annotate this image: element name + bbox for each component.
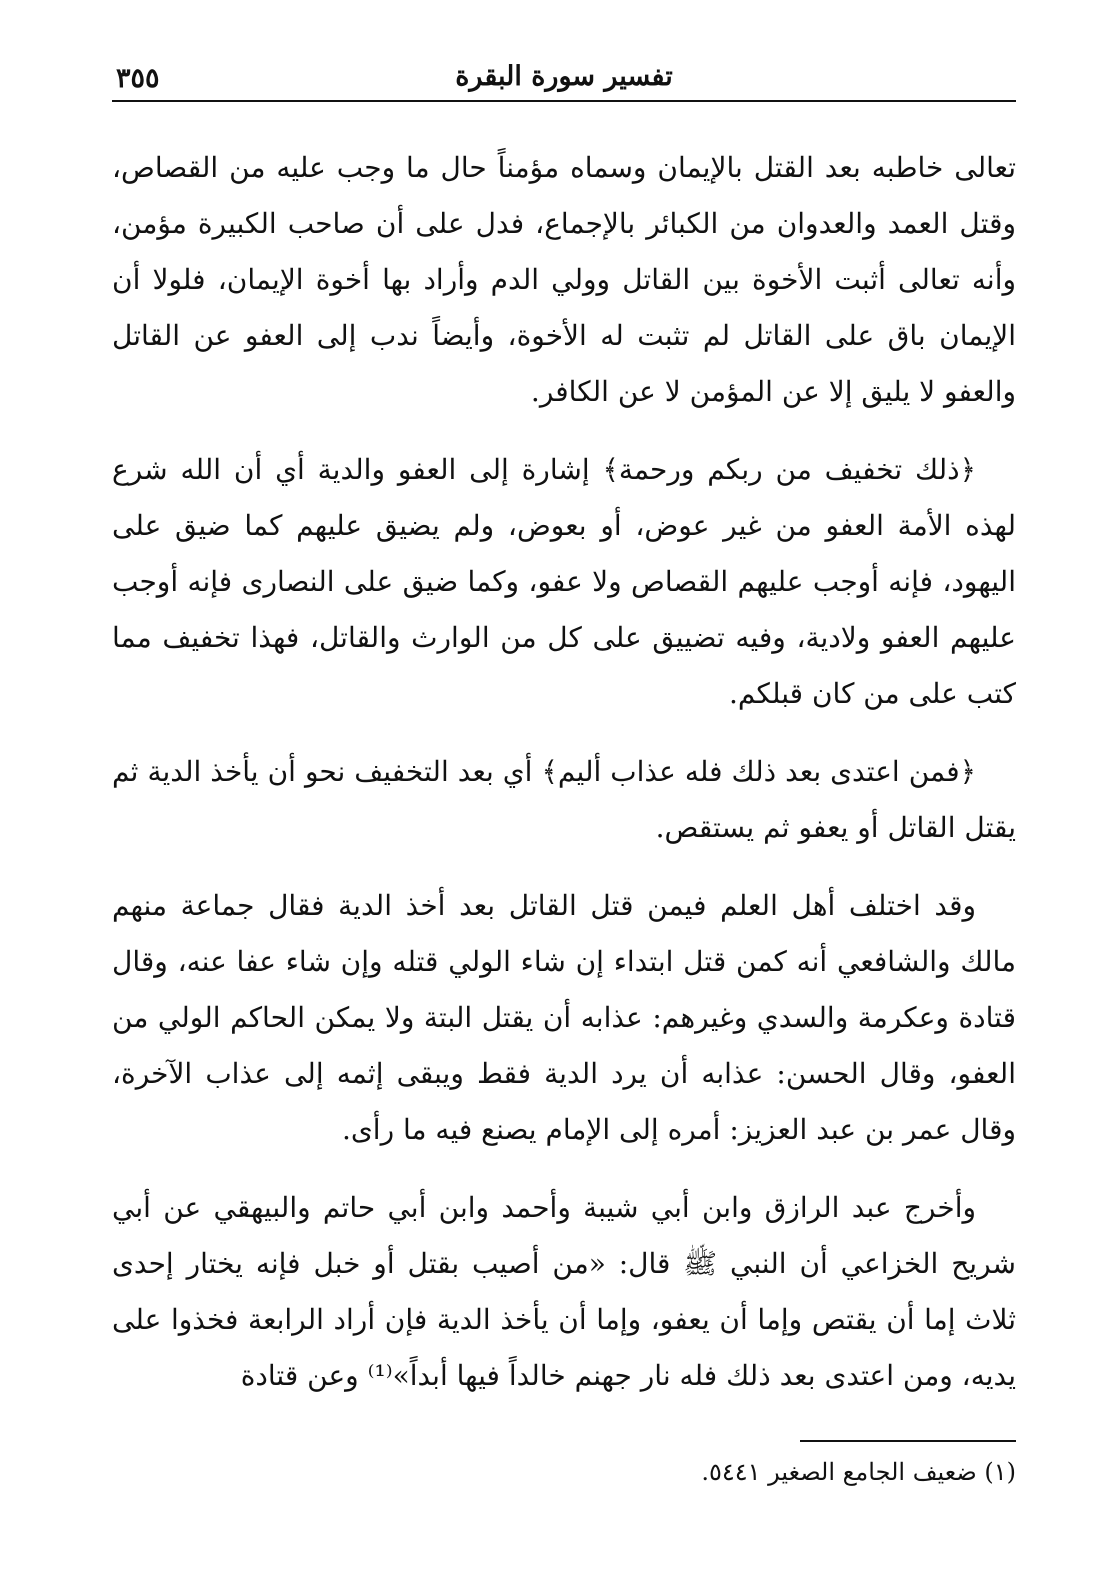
running-header bbox=[112, 56, 1016, 102]
paragraph-4: وقد اختلف أهل العلم فيمن قتل القاتل بعد أخذ الدية فقال جماعة منهم مالك والشافعي أنه كمن قتل ابتداء إن شاء الولي قتله وإن شاء عفا عنه، وقال قتادة وعكرمة والسدي وغيرهم: عذابه أن يقتل البتة ولا يمكن الحاكم الولي من العفو، وقال الحسن: عذابه أن يرد الدية فقط ويبقى إثمه إلى عذاب الآخرة، وقال عمر بن عبد العزيز: أمره إلى الإمام يصنع فيه ما رأى. bbox=[112, 889, 1016, 1146]
main-text bbox=[112, 140, 1016, 1404]
footnote-divider bbox=[800, 1440, 1016, 1442]
page-title: تفسير سورة البقرة bbox=[455, 61, 673, 92]
paragraph-2: ﴿ذلك تخفيف من ربكم ورحمة﴾ إشارة إلى العفو والدية أي أن الله شرع لهذه الأمة العفو من غير عوض، أو بعوض، ولم يضيق عليهم كما ضيق على اليهود، فإنه أوجب عليهم القصاص ولا عفو، وكما ضيق على النصارى فإنه أوجب عليهم العفو ولادية، وفيه تضييق على كل من الوارث والقاتل، فهذا تخفيف مما كتب على من كان قبلكم. bbox=[112, 453, 1016, 710]
book-page bbox=[112, 56, 1016, 1536]
page-number: ٣٥٥ bbox=[116, 63, 160, 94]
paragraph-5: وأخرج عبد الرازق وابن أبي شيبة وأحمد وابن أبي حاتم والبيهقي عن أبي شريح الخزاعي أن النبي ﷺ قال: «من أصيب بقتل أو خبل فإنه يختار إحدى ثلاث إما أن يقتص وإما أن يعفو، وإما أن يأخذ الدية فإن أراد الرابعة فخذوا على يديه، ومن اعتدى بعد ذلك فله نار جهنم خالداً فيها أبداً»⁽¹⁾ وعن قتادة bbox=[112, 1191, 1016, 1392]
paragraph-3: ﴿فمن اعتدى بعد ذلك فله عذاب أليم﴾ أي بعد التخفيف نحو أن يأخذ الدية ثم يقتل القاتل أو يعفو ثم يستقص. bbox=[112, 755, 1016, 844]
paragraph-1: تعالى خاطبه بعد القتل بالإيمان وسماه مؤمناً حال ما وجب عليه من القصاص، وقتل العمد والعدوان من الكبائر بالإجماع، فدل على أن صاحب الكبيرة مؤمن، وأنه تعالى أثبت الأخوة بين القاتل وولي الدم وأراد بها أخوة الإيمان، فلولا أن الإيمان باق على القاتل لم تثبت له الأخوة، وأيضاً ندب إلى العفو عن القاتل والعفو لا يليق إلا عن المؤمن لا عن الكافر. bbox=[112, 151, 1016, 408]
footnote: (١) ضعيف الجامع الصغير ٥٤٤١. bbox=[701, 1458, 1016, 1486]
